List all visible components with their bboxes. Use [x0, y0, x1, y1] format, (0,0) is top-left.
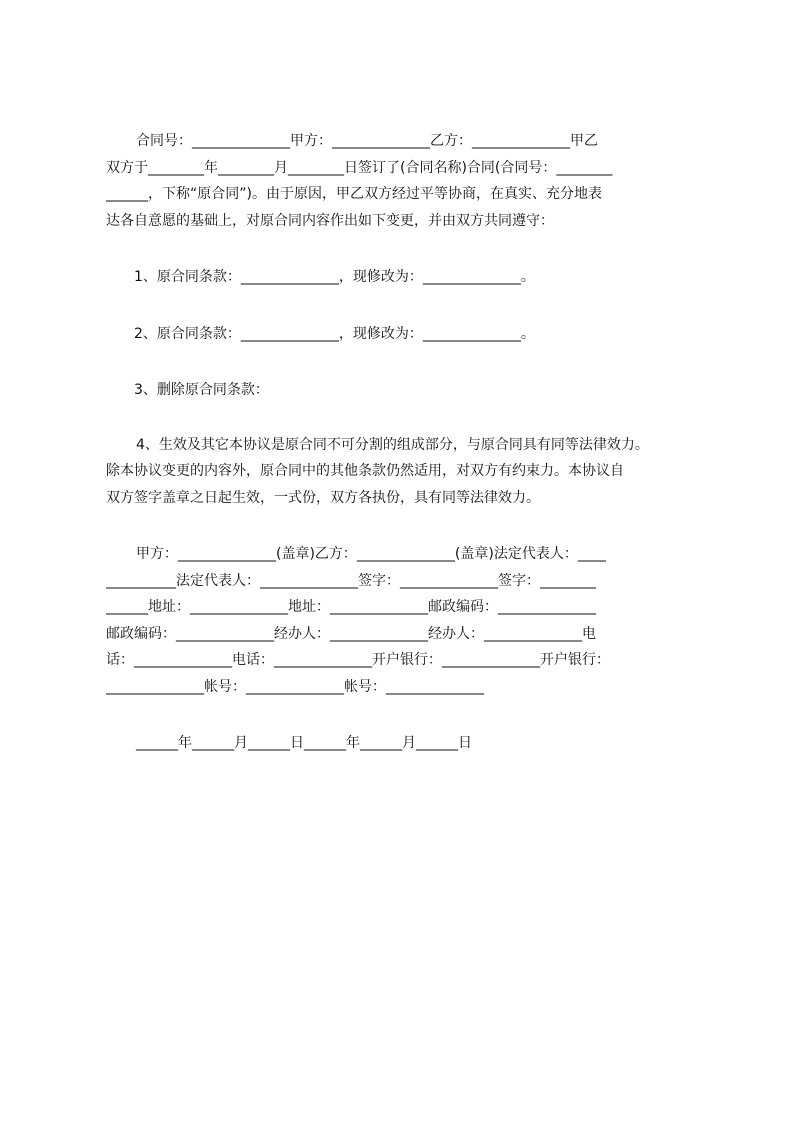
intro-line-1: 合同号：______________甲方：______________乙方：______________甲乙 [136, 133, 598, 149]
intro-line-3: ______，下称“原合同”)。由于原因，甲乙双方经过平等协商，在真实、充分地表 [106, 186, 602, 202]
signature-line-5: 话：______________电话：______________开户银行：______________开户银行： [106, 652, 610, 668]
date-line: ______年______月______日______年______月______日 [136, 735, 472, 751]
clause-1: 1、原合同条款：______________，现修改为：______________。 [134, 269, 535, 285]
document-body [106, 128, 706, 757]
intro-line-2: 双方于________年________月________日签订了(合同名称)合同(合同号：________ [106, 159, 613, 176]
spacer [106, 291, 706, 321]
signature-line-3: ______地址：______________地址：______________邮政编码：______________ [106, 599, 596, 615]
spacer [106, 404, 706, 432]
spacer [106, 511, 706, 541]
clause-4-line-3: 双方签字盖章之日起生效，一式份，双方各执份，具有同等法律效力。 [106, 489, 540, 506]
signature-line-4: 邮政编码：______________经办人：______________经办人：______________电 [106, 625, 596, 642]
clause-2: 2、原合同条款：______________，现修改为：______________。 [134, 325, 535, 342]
spacer [106, 700, 706, 730]
signature-line-2: __________法定代表人：______________签字：______________签字：________ [106, 572, 596, 589]
signature-line-6: ______________帐号：______________帐号：______________ [106, 678, 484, 695]
intro-line-4: 达各自意愿的基础上，对原合同内容作出如下变更，并由双方共同遵守： [106, 212, 554, 229]
clause-4-line-1: 4、生效及其它本协议是原合同不可分割的组成部分，与原合同具有同等法律效力。 [136, 436, 649, 453]
spacer [106, 234, 706, 264]
spacer [106, 347, 706, 377]
clause-3: 3、删除原合同条款： [134, 382, 269, 398]
signature-line-1: 甲方：______________(盖章)乙方：______________(盖章)法定代表人：____ [136, 546, 606, 562]
clause-4-line-2: 除本协议变更的内容外，原合同中的其他条款仍然适用，对双方有约束力。本协议自 [106, 463, 624, 479]
